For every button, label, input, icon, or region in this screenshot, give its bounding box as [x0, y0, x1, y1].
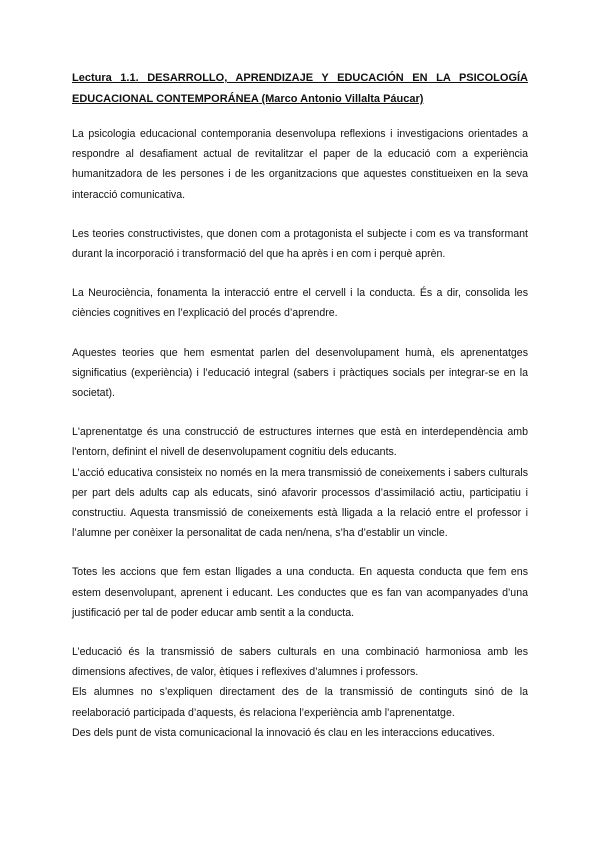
paragraph-3: La Neurociència, fonamenta la interacció entre el cervell i la conducta. És a dir, consolida les ciències cognitives en l’explicació del procés d’aprendre. — [72, 287, 528, 320]
paragraph-2: Les teories constructivistes, que donen com a protagonista el subjecte i com es va transformant durant la incorporació i transformació del que ha après i en com i perquè aprèn. — [72, 227, 528, 261]
paragraph-gap — [72, 543, 528, 562]
paragraph-gap — [72, 324, 528, 343]
paragraph-5: L'aprenentatge és una construcció de estructures internes que està en interdependència amb l'entorn, definint el nivell de desenvolupament cognitiu dels educants. — [72, 426, 528, 459]
paragraph-gap — [72, 205, 528, 224]
paragraph-6: L’acció educativa consisteix no només en la mera transmissió de coneixements i sabers culturals per part dels adults cap als educats, sinó afavorir processos d’assimilació actiu, participatiu i constructiu. Aquesta transmissió de coneixements està lligada a la relació entre el professor i l’alumne per conèixer la personalitat de cada nen/nena, s’ha d’establir un vincle. — [72, 466, 528, 540]
title-text: Lectura 1.1. DESARROLLO, APRENDIZAJE Y EDUCACIÓN EN LA PSICOLOGÍA EDUCACIONAL CONTEMPORÁNEA — [72, 72, 528, 105]
paragraph-7: Totes les accions que fem estan lligades a una conducta. En aquesta conducta que fem ens estem desenvolupant, aprenent i educant. Les conductes que es fan van acompanyades d’una justificació per tal de poder educar amb sentit a la conducta. — [72, 566, 528, 619]
title-author: (Marco Antonio Villalta Páucar) — [258, 93, 424, 105]
paragraph-4: Aquestes teories que hem esmentat parlen del desenvolupament humà, els aprenentatges significatius (experiència) i l’educació integral (sabers i pràctiques socials per integrar-se en la societat). — [72, 346, 528, 400]
document-page — [72, 68, 528, 743]
paragraph-10: Des dels punt de vista comunicacional la innovació és clau en les interaccions educatives. — [72, 726, 495, 739]
paragraph-gap — [72, 623, 528, 642]
paragraph-8: L’educació és la transmissió de sabers culturals en una combinació harmoniosa amb les dimensions afectives, de valor, ètiques i reflexives d’alumnes i professors. — [72, 646, 528, 679]
paragraph-1: La psicologia educacional contemporania desenvolupa reflexions i investigacions orientades a respondre al desafiament actual de revitalitzar el paper de la educació com a experiència humanitzadora de les persones i de les organitzacions que aquestes constitueixen en la seva interacció comunicativa. — [72, 128, 528, 201]
paragraph-gap — [72, 403, 528, 422]
document-title — [72, 68, 528, 110]
paragraph-gap — [72, 264, 528, 283]
paragraph-9: Els alumnes no s’expliquen directament des de la transmissió de continguts sinó de la reelaboració participada d’aquests, és relaciona l’experiència amb l’aprenentatge. — [72, 686, 528, 719]
